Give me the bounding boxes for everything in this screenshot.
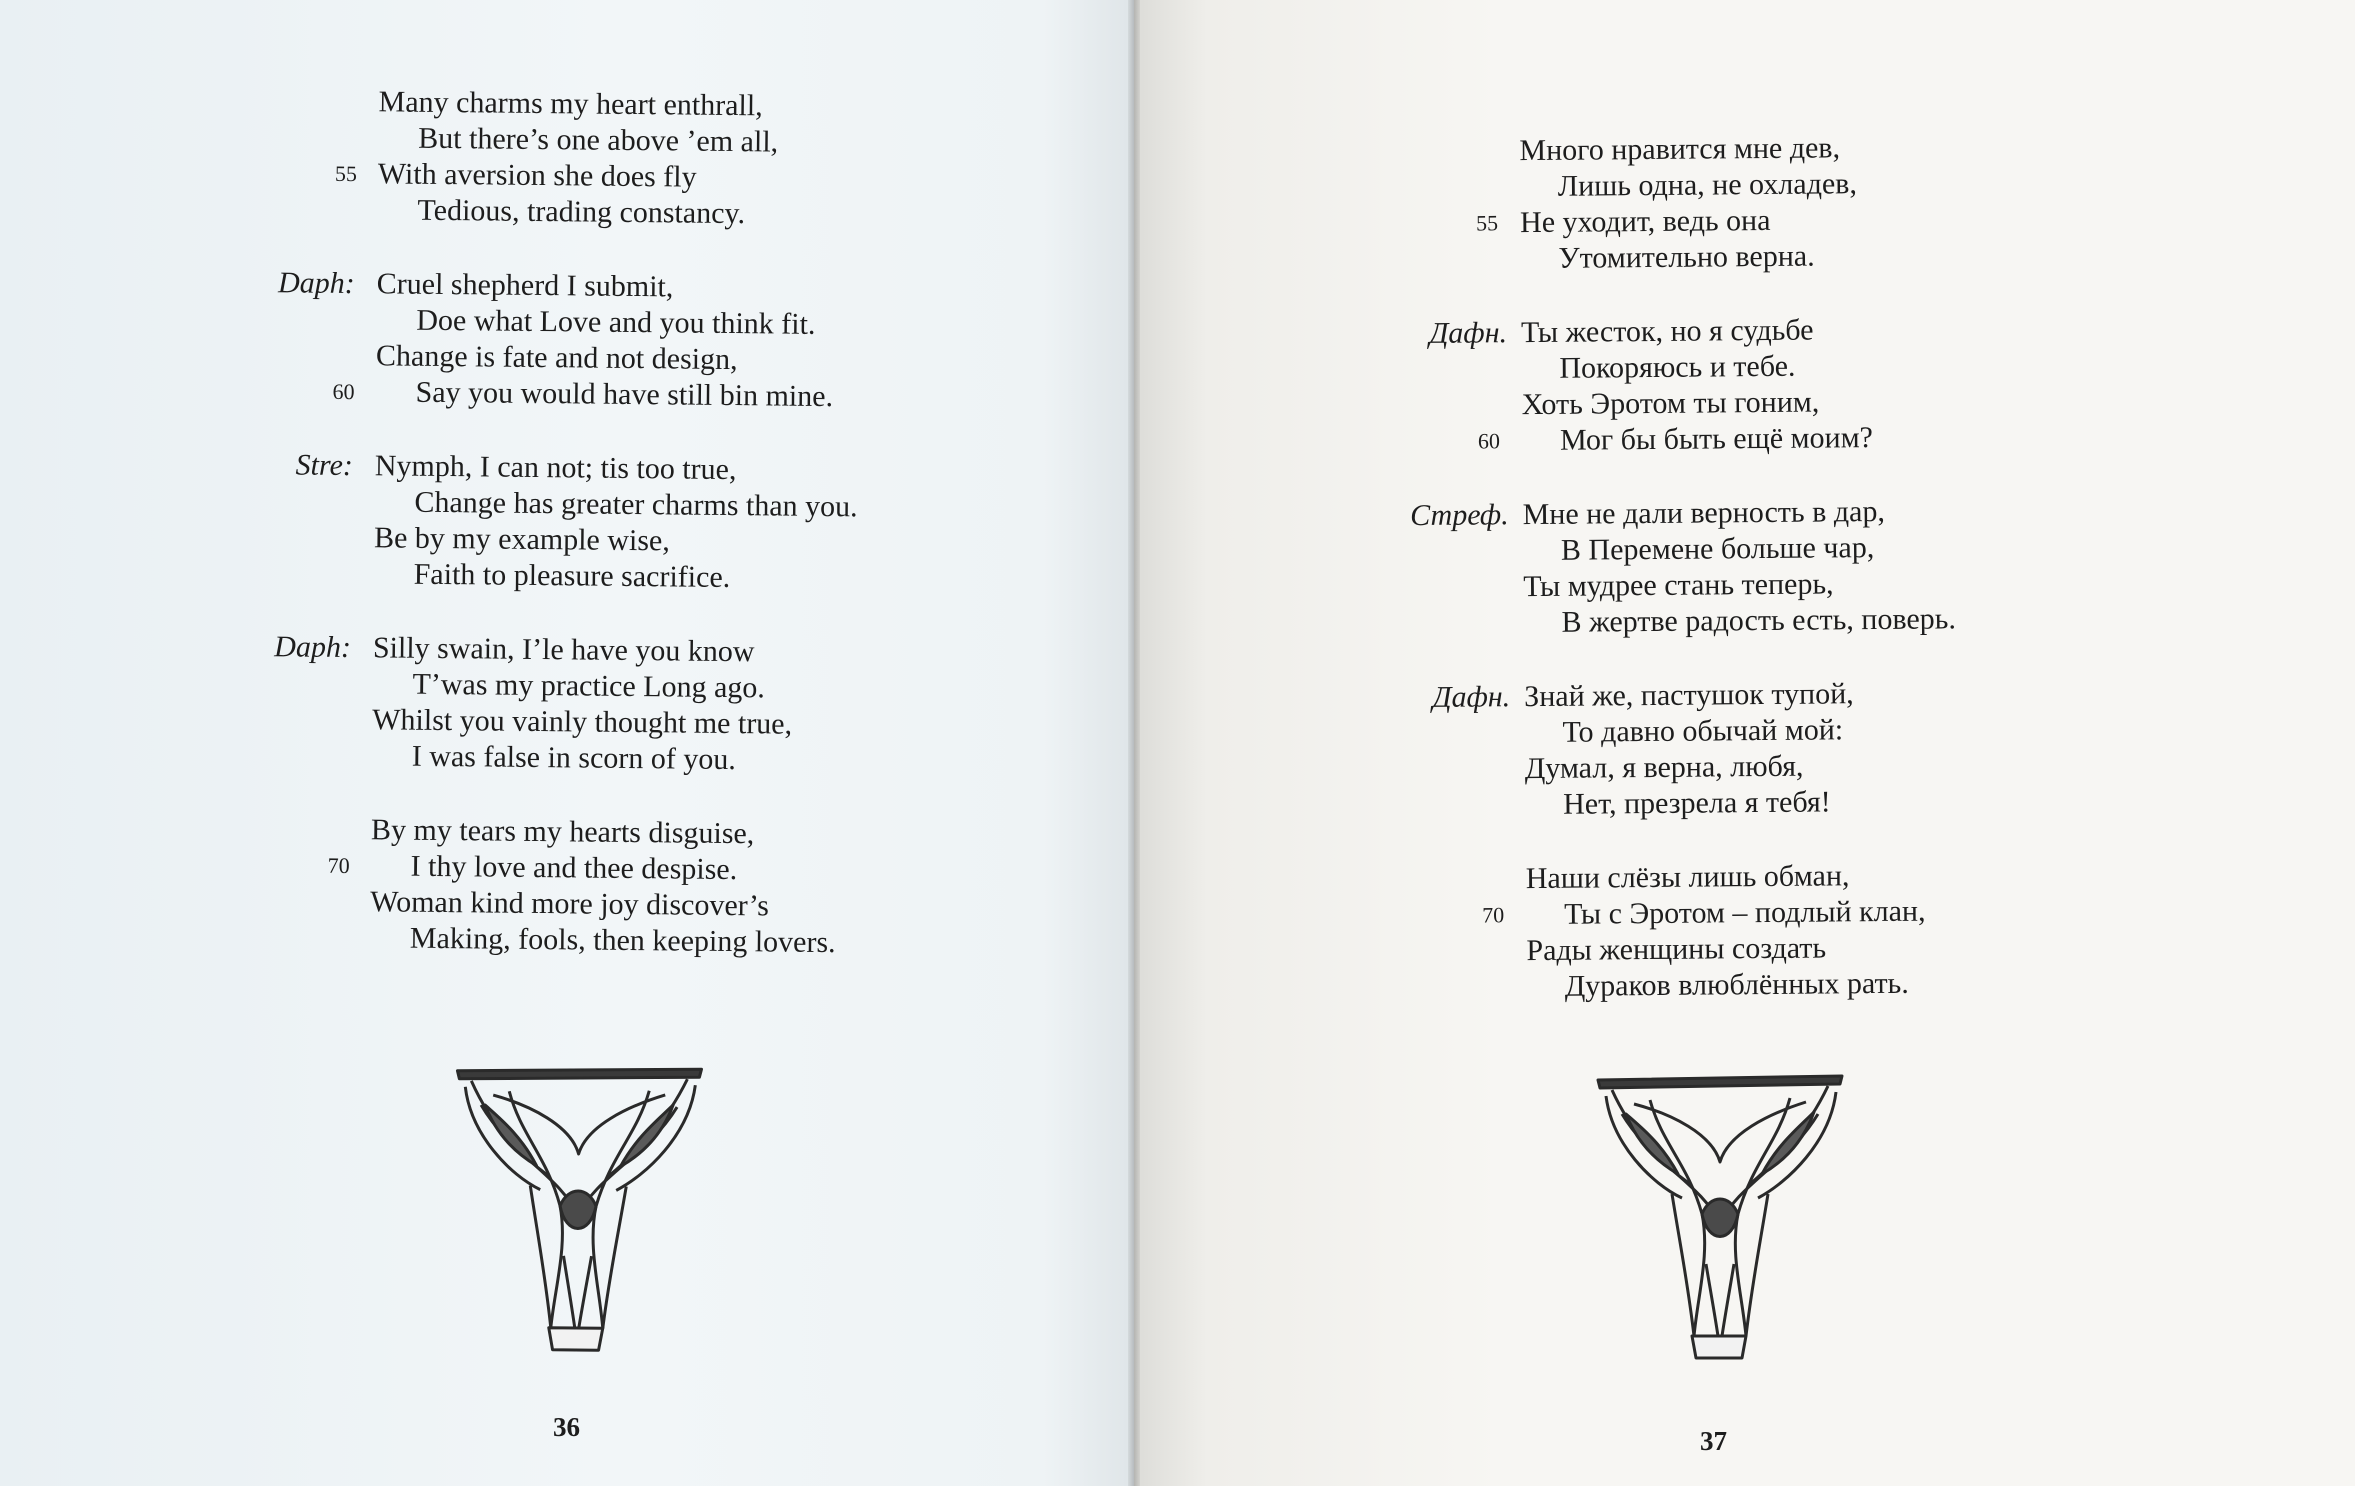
verse-text: Ты жесток, но я судьбе xyxy=(1520,313,1814,350)
stanza xyxy=(0,262,1133,418)
verse-text: Whilst you vainly thought me true, xyxy=(372,703,793,741)
line-number: 55 xyxy=(1475,210,1499,236)
verse-text: I thy love and thee despise. xyxy=(410,849,738,887)
stanza xyxy=(1140,854,2355,1009)
verse-text: Tedious, trading constancy. xyxy=(417,193,746,231)
speaker-name: Stre: xyxy=(295,448,354,483)
verse-text: Ты мудрее стань теперь, xyxy=(1523,567,1834,604)
stanza xyxy=(0,444,1131,600)
verse-text: То давно обычай мой: xyxy=(1562,713,1844,749)
stanza xyxy=(0,80,1134,236)
verse-text: Знай же, пастушок тупой, xyxy=(1524,677,1854,714)
verse-text: В жертве радость есть, поверь. xyxy=(1561,602,1957,639)
celtic-knot-ornament-icon xyxy=(1592,1074,1848,1364)
line-number: 55 xyxy=(334,160,358,187)
verse-text: Change has greater charms than you. xyxy=(414,485,858,524)
line-number: 60 xyxy=(1477,428,1501,454)
verse-text: Silly swain, I’le have you know xyxy=(372,631,755,669)
verse-text: I was false in scorn of you. xyxy=(411,739,737,777)
right-poem xyxy=(1134,126,2355,1047)
verse-text: Лишь одна, не охладев, xyxy=(1557,167,1858,203)
left-poem xyxy=(0,80,1134,1002)
verse-text: Ты с Эротом – подлый клан, xyxy=(1563,894,1926,931)
verse-text: Рады женщины создать xyxy=(1526,931,1827,968)
stanza xyxy=(1135,308,2355,463)
verse-text: Faith to pleasure sacrifice. xyxy=(413,557,731,595)
speaker-name: Стреф. xyxy=(1410,498,1509,533)
stanza xyxy=(1136,490,2355,645)
verse-text: Cruel shepherd I submit, xyxy=(376,267,674,304)
verse-text: Many charms my heart enthrall, xyxy=(378,85,763,123)
verse-text: Покоряюсь и тебе. xyxy=(1559,349,1796,385)
verse-text: Woman kind more joy discover’s xyxy=(370,885,770,923)
page-number: 37 xyxy=(1700,1426,1727,1456)
line-number: 70 xyxy=(1482,902,1505,928)
verse-text: Making, fools, then keeping lovers. xyxy=(409,921,836,960)
page-number: 36 xyxy=(553,1412,580,1442)
speaker-name: Дафн. xyxy=(1432,680,1511,714)
verse-text: Мог бы быть ещё моим? xyxy=(1559,421,1874,457)
verse-text: В Перемене больше чар, xyxy=(1560,531,1875,567)
verse-text: Утомительно верна. xyxy=(1558,239,1815,275)
verse-text: Doe what Love and you think fit. xyxy=(416,303,816,341)
book-gutter xyxy=(1128,0,1140,1486)
verse-text: Наши слёзы лишь обман, xyxy=(1525,859,1850,896)
verse-text: With aversion she does fly xyxy=(377,157,697,194)
line-number: 60 xyxy=(332,378,355,405)
verse-text: Думал, я верна, любя, xyxy=(1524,749,1804,786)
speaker-name: Daph: xyxy=(277,266,355,301)
verse-text: But there’s one above ’em all, xyxy=(418,121,779,159)
verse-text: Хоть Эротом ты гоним, xyxy=(1521,385,1820,422)
right-page xyxy=(1134,0,2355,1486)
verse-text: T’was my practice Long ago. xyxy=(412,667,766,705)
verse-text: Много нравится мне дев, xyxy=(1519,131,1841,168)
verse-text: Не уходит, ведь она xyxy=(1519,203,1771,240)
speaker-name: Дафн. xyxy=(1429,316,1508,350)
verse-text: Change is fate and not design, xyxy=(375,339,738,377)
stanza xyxy=(1138,672,2355,827)
speaker-name: Daph: xyxy=(274,630,352,665)
verse-text: Say you would have still bin mine. xyxy=(415,375,834,414)
celtic-knot-ornament-icon xyxy=(448,1065,707,1358)
verse-text: By my tears my hearts disguise, xyxy=(370,813,755,851)
verse-text: Дураков влюблённых рать. xyxy=(1564,966,1909,1003)
stanza xyxy=(0,626,1129,782)
line-number: 70 xyxy=(327,852,350,879)
verse-text: Нет, презрела я тебя! xyxy=(1563,785,1831,821)
verse-text: Be by my example wise, xyxy=(373,521,671,558)
left-page xyxy=(0,0,1134,1486)
stanza xyxy=(0,808,1127,964)
verse-text: Мне не дали верность в дар, xyxy=(1522,494,1886,532)
stanza xyxy=(1134,126,2355,281)
verse-text: Nymph, I can not; tis too true, xyxy=(374,449,737,487)
